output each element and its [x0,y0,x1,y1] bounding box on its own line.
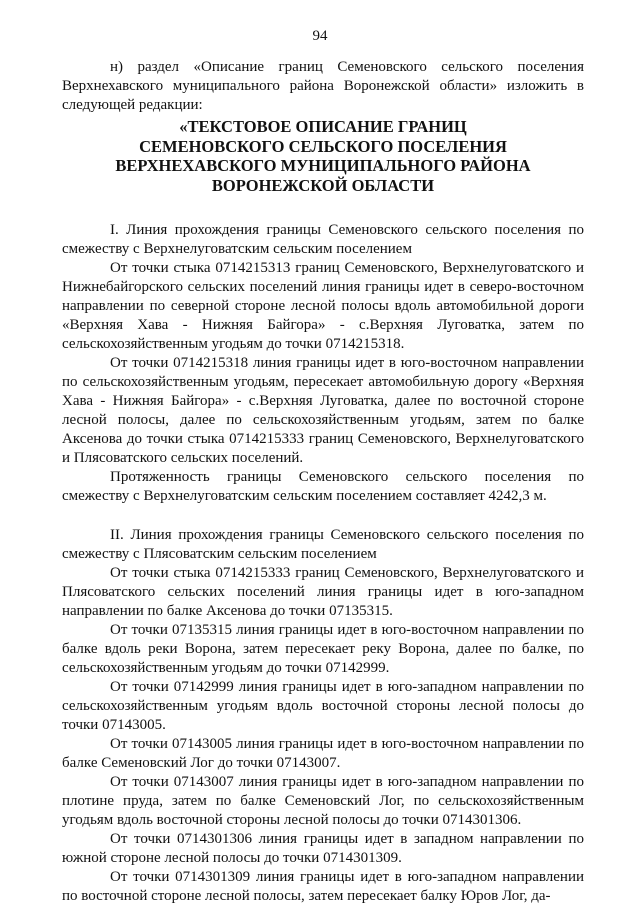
title-line: СЕМЕНОВСКОГО СЕЛЬСКОГО ПОСЕЛЕНИЯ [139,136,507,156]
paragraph: От точки 07142999 линия границы идет в юго-западном направлении по сельскохозяйственным угодьям вдоль восточной стороны лесной полосы до точки 07143005. [62,679,584,733]
paragraph: От точки 0714301309 линия границы идет в юго-западном направлении по восточной стороне лесной полосы, затем пересекает балку Юров Лог, да- [62,869,584,904]
page-number: 94 [312,28,328,44]
paragraph: От точки 0714301306 линия границы идет в западном направлении по южной стороне лесной полосы до точки 0714301309. [62,831,584,866]
intro-paragraph: н) раздел «Описание границ Семеновского сельского поселения Верхнехавского муниципального района Воронежской области» изложить в следующей редакции: [62,59,584,113]
paragraph: Протяженность границы Семеновского сельского поселения по смежеству с Верхнелуговатским сельским поселением составляет 4242,3 м. [62,469,584,504]
paragraph: От точки 07143005 линия границы идет в юго-восточном направлении по балке Семеновский Лог до точки 07143007. [62,736,584,771]
paragraph: От точки 0714215318 линия границы идет в юго-восточном направлении по сельскохозяйственным угодьям, пересекает автомобильную дорогу «Верхняя Хава - Нижняя Байгора» - с.Верхняя Луговатка, далее по восточной стороне лесной полосы, далее по сельскохозяйственным угодьям, затем по балке Аксенова до точки стыка 0714215333 границ Семеновского, Верхнелуговатского и Плясоватского сельских поселений. [62,355,584,466]
title-line: «ТЕКСТОВОЕ ОПИСАНИЕ ГРАНИЦ [179,117,467,136]
paragraph: От точки 07135315 линия границы идет в юго-восточном направлении по балке вдоль реки Ворона, затем пересекает реку Ворона, далее по балке, по сельскохозяйственным угодьям до точки 07142999. [62,622,584,676]
paragraph: От точки 07143007 линия границы идет в юго-западном направлении по плотине пруда, затем по балке Семеновский Лог, по сельскохозяйственным угодьям вдоль восточной стороны лесной полосы до точки 0714301306. [62,774,584,828]
paragraph: От точки стыка 0714215333 границ Семеновского, Верхнелуговатского и Плясоватского сельских поселений линия границы идет в юго-западном направлении по балке Аксенова до точки 07135315. [62,565,584,619]
paragraph: От точки стыка 0714215313 границ Семеновского, Верхнелуговатского и Нижнебайгорского сельских поселений линия границы идет в северо-восточном направлении по северной стороне лесной полосы вдоль автомобильной дороги «Верхняя Хава - Нижняя Байгора» - с.Верхняя Луговатка, затем по сельскохозяйственным угодьям до точки 0714215318. [62,260,584,352]
section-2-heading: II. Линия прохождения границы Семеновского сельского поселения по смежеству с Плясоватским сельским поселением [62,527,584,562]
document-body [62,58,584,906]
section-2 [62,526,584,906]
section-1 [62,221,584,506]
title-line: ВОРОНЕЖСКОЙ ОБЛАСТИ [211,175,435,195]
title-line: ВЕРХНЕХАВСКОГО МУНИЦИПАЛЬНОГО РАЙОНА [115,156,531,175]
section-1-heading: I. Линия прохождения границы Семеновского сельского поселения по смежеству с Верхнелуговатским сельским поселением [62,222,584,257]
section-divider [62,506,584,526]
document-title [62,117,584,195]
